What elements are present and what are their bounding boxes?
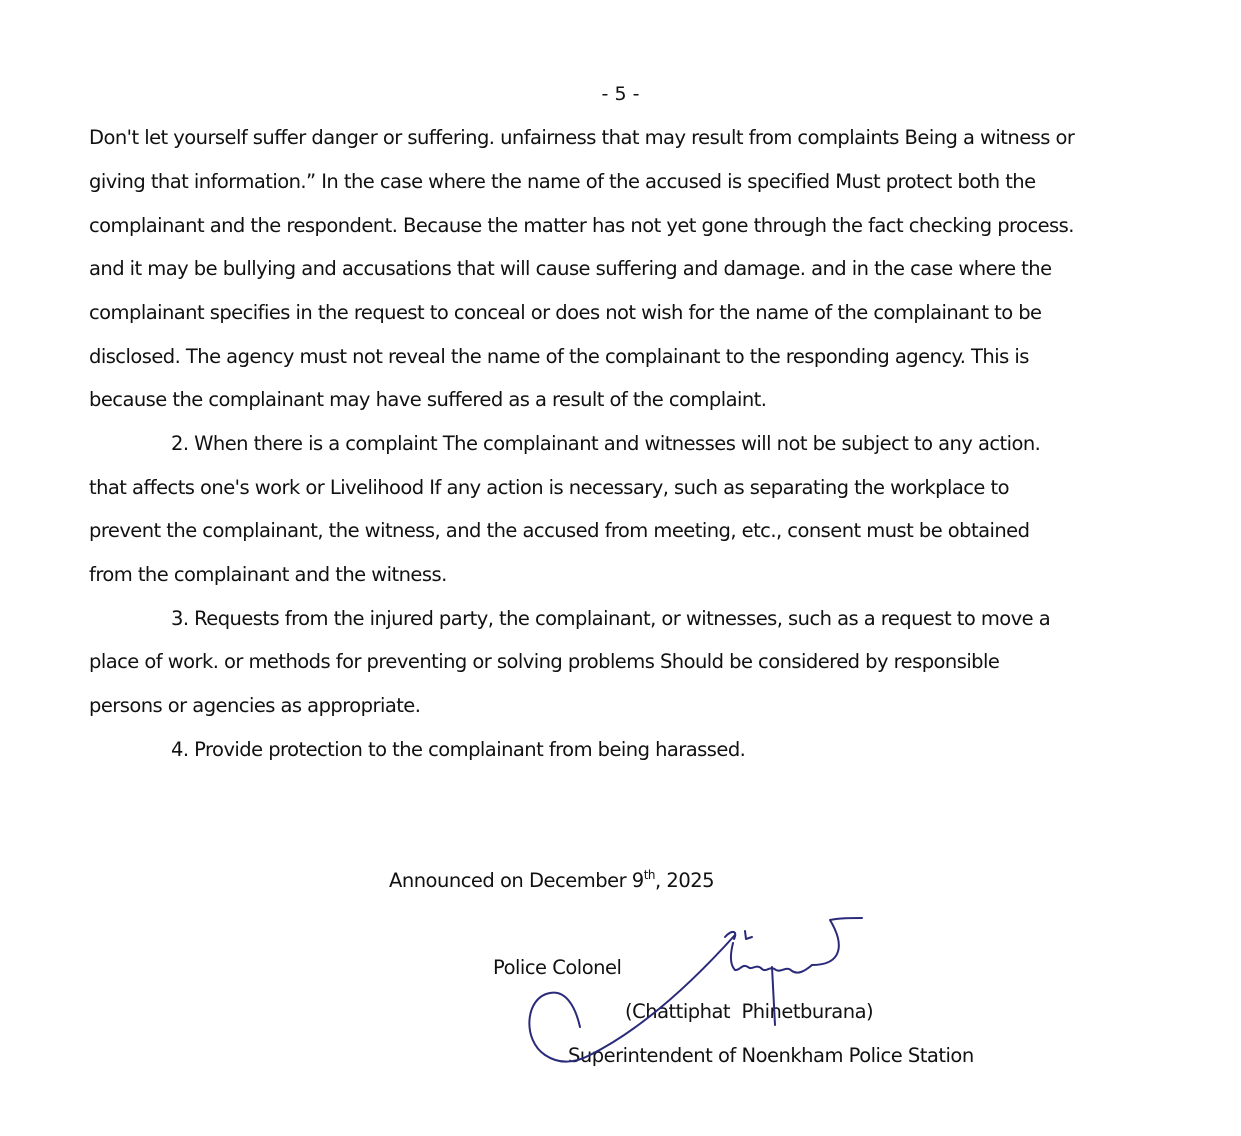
signature-stroke [745,931,752,939]
signature-stroke [529,935,735,1062]
page-number: - 5 - [601,83,640,105]
paragraph-line: Don't let yourself suffer danger or suffering. unfairness that may result from complaints Being a witness or [89,126,1075,149]
announcement-year: , 2025 [655,869,715,892]
list-item-2: 2. When there is a complaint The complainant and witnesses will not be subject to any action. [171,432,1041,455]
paragraph-line: because the complainant may have suffered as a result of the complaint. [89,388,767,411]
paragraph-line: complainant and the respondent. Because the matter has not yet gone through the fact checking process. [89,214,1074,237]
paragraph-line: complainant specifies in the request to conceal or does not wish for the name of the complainant to be [89,301,1042,324]
list-item-3: 3. Requests from the injured party, the complainant, or witnesses, such as a request to move a [171,607,1051,630]
signatory-position: Superintendent of Noenkham Police Station [568,1044,974,1067]
paragraph-line: from the complainant and the witness. [89,563,447,586]
signature-stroke [812,918,862,965]
list-item-4: 4. Provide protection to the complainant from being harassed. [171,738,746,761]
signatory-name: (Chattiphat Phinetburana) [625,1000,874,1023]
paragraph-line: disclosed. The agency must not reveal the name of the complainant to the responding agency. This is [89,345,1029,368]
paragraph-line: prevent the complainant, the witness, and the accused from meeting, etc., consent must be obtained [89,519,1030,542]
paragraph-line: and it may be bullying and accusations that will cause suffering and damage. and in the case where the [89,257,1052,280]
announcement-ordinal: th [643,868,656,882]
announcement-prefix: Announced on December 9 [389,869,644,892]
handwritten-signature [520,915,870,1065]
paragraph-line: that affects one's work or Livelihood If any action is necessary, such as separating the workplace to [89,476,1009,499]
announcement-date [389,869,714,892]
paragraph-line: persons or agencies as appropriate. [89,694,421,717]
signatory-rank: Police Colonel [493,956,622,979]
signature-stroke [772,967,775,1025]
paragraph-line: giving that information.” In the case where the name of the accused is specified Must protect both the [89,170,1036,193]
paragraph-line: place of work. or methods for preventing or solving problems Should be considered by responsible [89,650,1000,673]
